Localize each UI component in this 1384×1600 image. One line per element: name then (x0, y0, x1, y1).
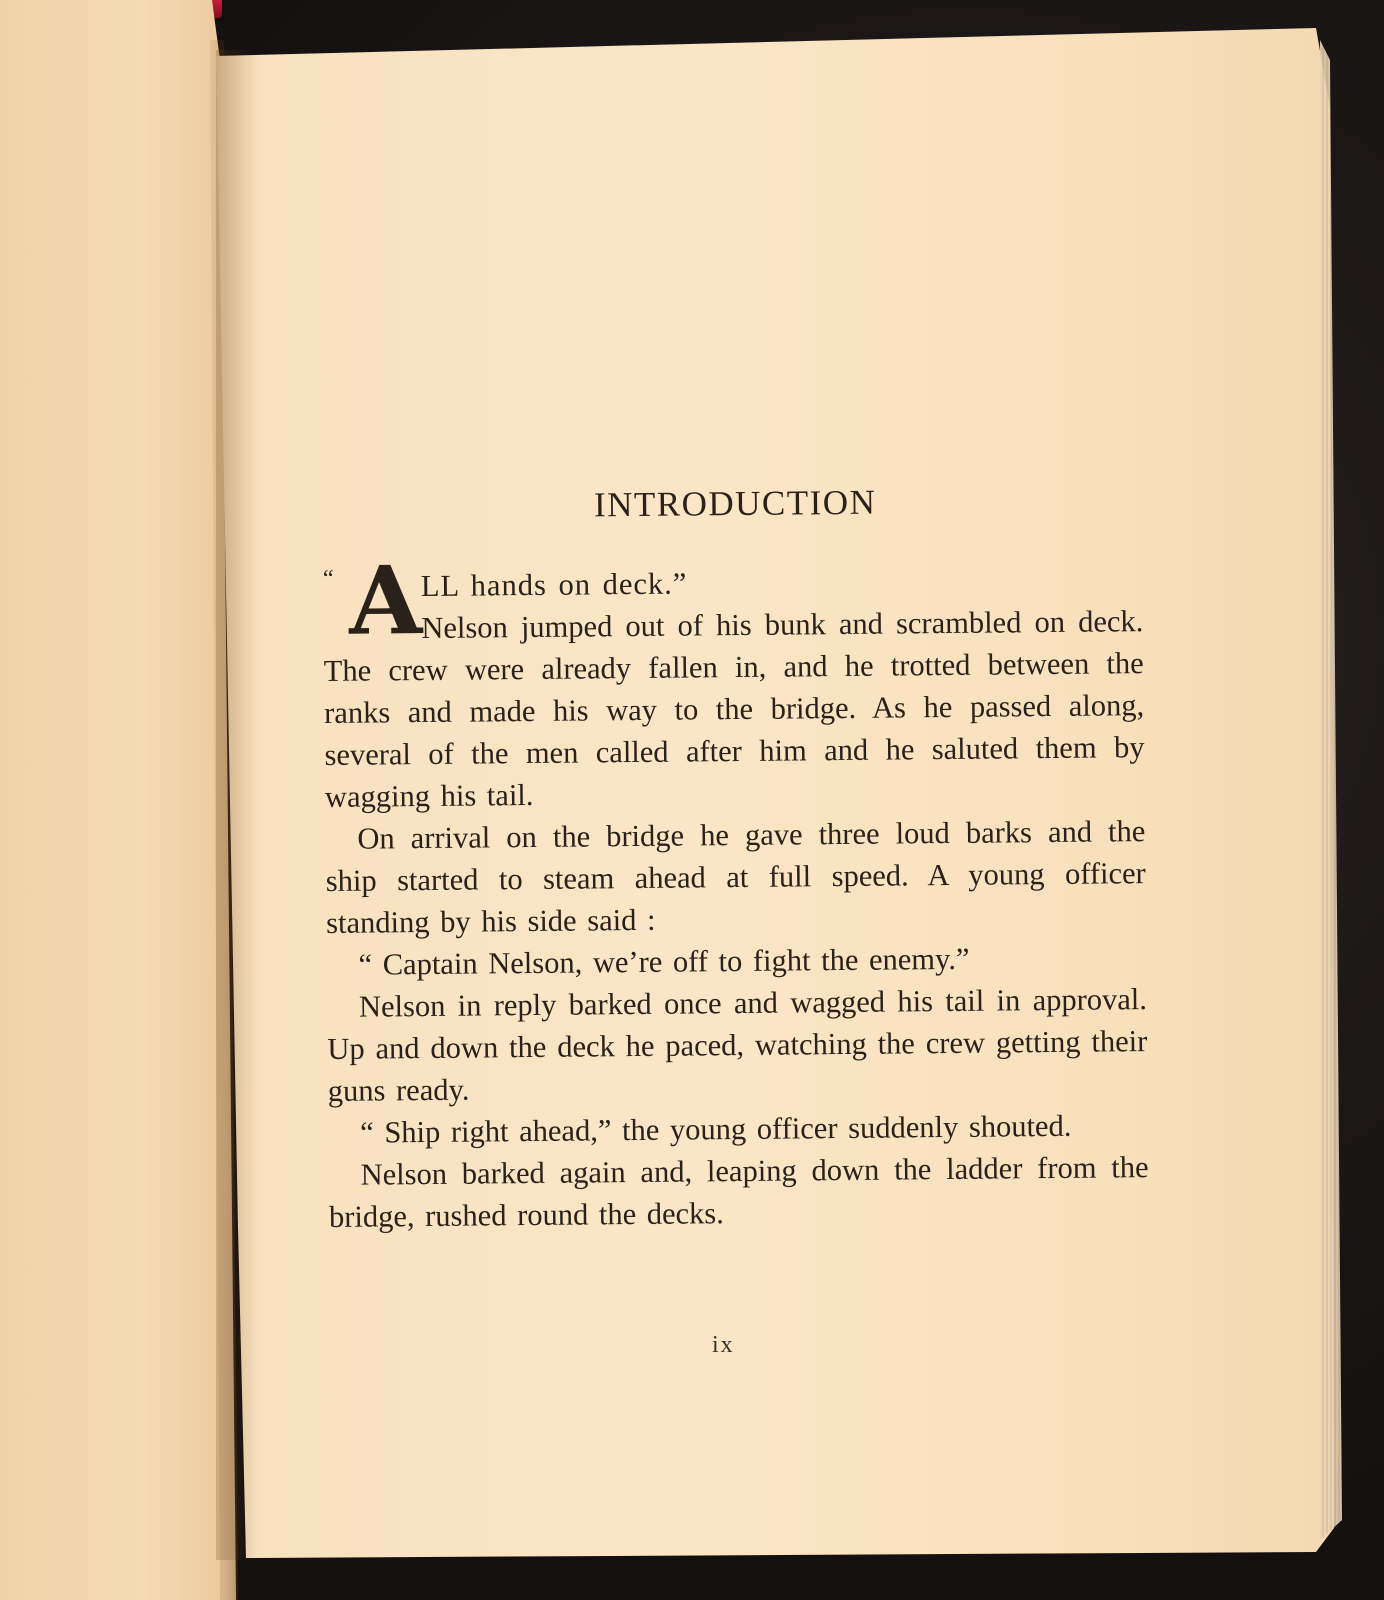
page-text-block (322, 480, 1149, 1238)
opening-paragraph (322, 546, 1145, 818)
paragraph: “ Ship right ahead,” the young officer suddenly shouted. (360, 1108, 1072, 1150)
opening-quote-mark: “ (322, 565, 334, 592)
left-page (0, 0, 240, 1600)
page-heading: INTRODUCTION (593, 482, 877, 525)
dropcap-container (322, 546, 423, 657)
paragraph-text: Nelson jumped out of his bunk and scrambled on deck. The crew were already fallen in, and he trotted between the ranks and made his way to the bridge. As he passed along, several of the men called after him and he saluted them by wagging his tail. (323, 604, 1145, 814)
page-number: ix (712, 1332, 735, 1358)
paragraph: Nelson in reply barked once and wagged his tail in approval. Up and down the deck he paced, watching the crew getting their guns ready. (327, 982, 1148, 1108)
dropcap-letter: A (348, 546, 423, 657)
paragraph: Nelson barked again and, leaping down the ladder from the bridge, rushed round the decks. (328, 1150, 1149, 1234)
paragraph: “ Captain Nelson, we’re off to fight the enemy.” (358, 941, 970, 982)
opening-line-text: LL hands on deck.” (420, 566, 688, 604)
paragraph: On arrival on the bridge he gave three loud barks and the ship started to steam ahead at full speed. A young officer standing by his side said : (325, 814, 1146, 940)
